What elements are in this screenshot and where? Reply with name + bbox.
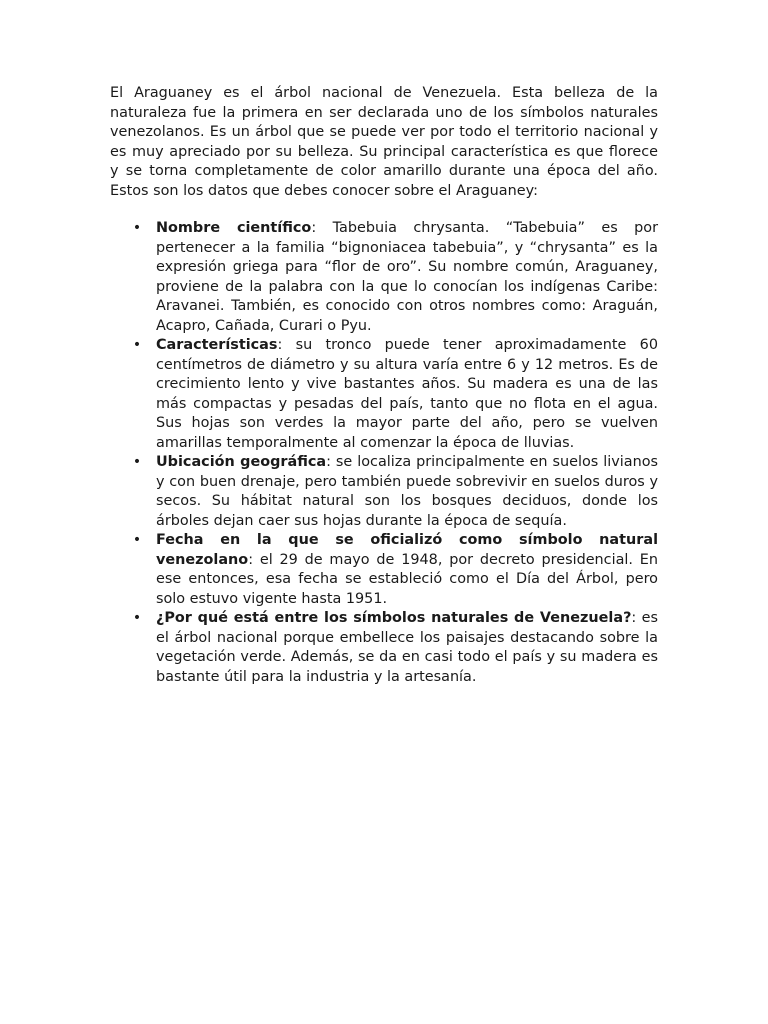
facts-list xyxy=(110,219,658,687)
bullet-dot-icon: • xyxy=(132,454,142,470)
item-term: Nombre científico xyxy=(156,220,312,236)
item-term: Características xyxy=(156,337,278,353)
list-item-fecha-oficializacion xyxy=(132,531,658,609)
item-text: : el 29 de mayo de 1948, por decreto presidencial. En ese entonces, esa fecha se estableció como el Día del Árbol, pero solo estuvo vigente hasta 1951. xyxy=(156,551,658,607)
list-item-por-que-simbolo xyxy=(132,609,658,687)
list-item-caracteristicas xyxy=(132,336,658,453)
list-item-ubicacion-geografica xyxy=(132,453,658,531)
item-term: Ubicación geográfica xyxy=(156,454,327,470)
intro-paragraph: El Araguaney es el árbol nacional de Venezuela. Esta belleza de la naturaleza fue la primera en ser declarada uno de los símbolos naturales venezolanos. Es un árbol que se puede ver por todo el territorio nacional y es muy apreciado por su belleza. Su principal característica es que florece y se torna completamente de color amarillo durante una época del año. Estos son los datos que debes conocer sobre el Araguaney: xyxy=(110,85,658,199)
bullet-dot-icon: • xyxy=(132,220,142,236)
item-term: Fecha en la que se oficializó como símbolo natural venezolano xyxy=(156,532,658,568)
bullet-dot-icon: • xyxy=(132,337,142,353)
item-text: : su tronco puede tener aproximadamente 60 centímetros de diámetro y su altura varía entre 6 y 12 metros. Es de crecimiento lento y vive bastantes años. Su madera es una de las más compactas y pesadas del país, tanto que no flota en el agua. Sus hojas son verdes la mayor parte del año, pero se vuelven amarillas temporalmente al comenzar la época de lluvias. xyxy=(156,337,658,451)
bullet-dot-icon: • xyxy=(132,610,142,626)
item-text: : se localiza principalmente en suelos livianos y con buen drenaje, pero también puede sobrevivir en suelos duros y secos. Su hábitat natural son los bosques deciduos, donde los árboles dejan caer sus hojas durante la época de sequía. xyxy=(156,454,658,529)
document-body xyxy=(110,84,658,687)
bullet-dot-icon: • xyxy=(132,532,142,548)
item-text: : es el árbol nacional porque embellece los paisajes destacando sobre la vegetación verde. Además, se da en casi todo el país y su madera es bastante útil para la industria y la artesanía. xyxy=(156,610,658,685)
item-text: : Tabebuia chrysanta. “Tabebuia” es por pertenecer a la familia “bignoniacea tabebuia”, y “chrysanta” es la expresión griega para “flor de oro”. Su nombre común, Araguaney, proviene de la palabra con la que lo conocían los indígenas Caribe: Aravanei. También, es conocido con otros nombres como: Araguán, Acapro, Cañada, Curari o Pyu. xyxy=(156,220,658,334)
list-item-nombre-cientifico xyxy=(132,219,658,336)
item-term: ¿Por qué está entre los símbolos naturales de Venezuela? xyxy=(156,610,632,626)
